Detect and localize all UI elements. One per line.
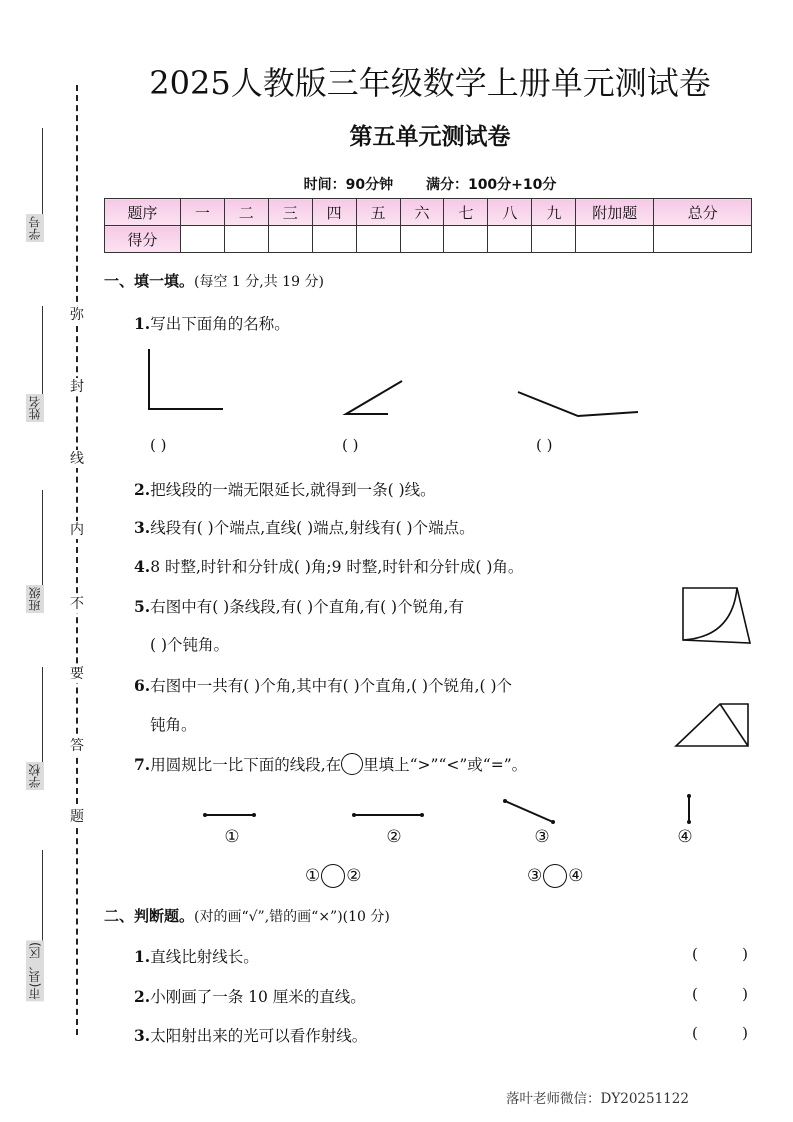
question-1-3 <box>134 516 475 538</box>
paren-open: ( <box>692 985 698 1003</box>
header-cell: 四 <box>312 199 356 226</box>
question-text: 线段有( )个端点,直线( )端点,射线有( )个端点。 <box>150 519 475 537</box>
obtuse-angle-figure <box>518 392 638 416</box>
question-number: 2. <box>134 987 151 1006</box>
compare-circle-icon <box>341 753 363 775</box>
score-cell[interactable] <box>224 226 268 253</box>
question-number: 3. <box>134 1026 151 1045</box>
judge-item-1 <box>134 945 259 967</box>
score-table-header-row <box>105 199 752 226</box>
compare-right: ④ <box>568 866 584 886</box>
compare-1-2 <box>305 864 362 888</box>
right-angle-figure <box>149 349 223 409</box>
score-cell[interactable] <box>532 226 576 253</box>
question-number: 5. <box>134 597 151 616</box>
segment-2 <box>352 813 424 817</box>
score-cell[interactable] <box>444 226 488 253</box>
line-segments-figure <box>180 790 720 840</box>
angle-figures <box>130 340 670 430</box>
header-cell: 九 <box>532 199 576 226</box>
seal-dashed-line <box>76 85 78 1035</box>
compare-3-4 <box>527 864 584 888</box>
section-2-title: 二、判断题。 <box>104 907 195 925</box>
school-line <box>42 667 43 767</box>
header-cell: 五 <box>356 199 400 226</box>
section-2-heading <box>104 905 390 926</box>
seal-char: 线 <box>70 451 84 467</box>
score-table <box>104 198 752 253</box>
class-line <box>42 490 43 590</box>
question-1-7 <box>134 753 527 775</box>
judge-item-2 <box>134 985 366 1007</box>
student-id-label: 学号 <box>28 216 42 240</box>
segment-1 <box>203 813 256 817</box>
name-label: 姓名 <box>28 396 42 420</box>
question-text: 右图中一共有( )个角,其中有( )个直角,( )个锐角,( )个 <box>150 677 513 695</box>
judge-answer-1[interactable] <box>692 945 748 963</box>
judge-answer-3[interactable] <box>692 1024 748 1042</box>
school-label: 学校 <box>28 764 42 788</box>
score-cell[interactable] <box>268 226 312 253</box>
section-1-heading <box>104 270 324 291</box>
score-table-score-row <box>105 226 752 253</box>
header-cell: 七 <box>444 199 488 226</box>
paren-close: ) <box>742 985 748 1003</box>
seal-char: 封 <box>70 379 84 395</box>
paren-close: ) <box>742 1024 748 1042</box>
judge-answer-2[interactable] <box>692 985 748 1003</box>
header-cell: 二 <box>224 199 268 226</box>
page-title: 2025人教版三年级数学上册单元测试卷 <box>149 64 711 102</box>
compare-left: ③ <box>527 866 543 886</box>
answer-blank-2[interactable]: ( ) <box>342 436 359 454</box>
question-text: 直线比射线长。 <box>150 948 259 966</box>
quarter-circle-figure <box>680 585 755 645</box>
paren-close: ) <box>742 945 748 963</box>
score-cell[interactable] <box>312 226 356 253</box>
paren-open: ( <box>692 945 698 963</box>
acute-angle-figure <box>346 381 402 414</box>
section-1-title: 一、填一填。 <box>104 272 195 290</box>
question-1-4 <box>134 555 523 577</box>
header-cell: 附加题 <box>576 199 654 226</box>
compare-left: ① <box>305 866 321 886</box>
name-line <box>42 306 43 394</box>
question-text: 8 时整,时针和分针成( )角;9 时整,时针和分针成( )角。 <box>150 558 524 576</box>
question-number: 2. <box>134 480 151 499</box>
question-number: 1. <box>134 314 151 333</box>
header-cell: 一 <box>180 199 224 226</box>
segment-3 <box>503 799 555 824</box>
question-text: 小刚画了一条 10 厘米的直线。 <box>150 988 366 1006</box>
score-cell[interactable] <box>400 226 444 253</box>
header-cell: 六 <box>400 199 444 226</box>
segment-label-3: ③ <box>534 827 550 847</box>
city-line <box>42 850 43 950</box>
question-text: 写出下面角的名称。 <box>150 315 290 333</box>
section-2-note: (对的画“√”,错的画“×”)(10 分) <box>194 909 390 925</box>
score-cell[interactable] <box>654 226 752 253</box>
seal-char: 内 <box>70 522 84 538</box>
question-number: 3. <box>134 518 151 537</box>
question-text: 右图中有( )条线段,有( )个直角,有( )个锐角,有 <box>150 598 465 616</box>
question-1-5 <box>134 595 464 617</box>
question-number: 7. <box>134 755 151 774</box>
exam-meta <box>100 174 760 194</box>
question-number: 1. <box>134 947 151 966</box>
question-1-2 <box>134 478 436 500</box>
question-text: 太阳射出来的光可以看作射线。 <box>150 1027 368 1045</box>
question-1-1 <box>134 312 290 334</box>
question-text: 里填上“>”“<”或“=”。 <box>363 756 528 774</box>
triangle-figure <box>672 700 754 750</box>
city-label: 市(县、区) <box>28 942 42 1000</box>
compare-answer-circle[interactable] <box>321 864 345 888</box>
question-1-5-cont: ( )个钝角。 <box>150 636 230 654</box>
paren-open: ( <box>692 1024 698 1042</box>
question-1-6 <box>134 674 512 696</box>
score-row-label: 得分 <box>105 226 181 253</box>
seal-char: 弥 <box>70 307 84 323</box>
header-cell: 八 <box>488 199 532 226</box>
compare-right: ② <box>346 866 362 886</box>
footer-contact: 落叶老师微信：DY20251122 <box>506 1091 689 1107</box>
seal-char: 答 <box>70 738 84 754</box>
score-cell[interactable] <box>180 226 224 253</box>
answer-blank-3[interactable]: ( ) <box>536 436 553 454</box>
exam-full-score: 满分：100分+10分 <box>425 177 557 193</box>
seal-char: 题 <box>70 809 84 825</box>
class-label: 班级 <box>28 587 42 611</box>
section-1-note: (每空 1 分,共 19 分) <box>194 274 324 290</box>
judge-item-3 <box>134 1024 367 1046</box>
header-cell: 题序 <box>105 199 181 226</box>
question-1-6-cont: 钝角。 <box>150 716 197 734</box>
student-id-line <box>42 128 43 216</box>
question-text: 用圆规比一比下面的线段,在 <box>150 756 342 774</box>
seal-char: 要 <box>70 666 84 682</box>
question-number: 6. <box>134 676 151 695</box>
exam-time: 时间：90分钟 <box>303 177 394 193</box>
page-subtitle: 第五单元测试卷 <box>349 123 511 150</box>
question-number: 4. <box>134 557 151 576</box>
question-text: 把线段的一端无限延长,就得到一条( )线。 <box>150 481 436 499</box>
header-cell: 三 <box>268 199 312 226</box>
score-cell[interactable] <box>488 226 532 253</box>
segment-label-1: ① <box>224 827 240 847</box>
seal-char: 不 <box>70 596 84 612</box>
score-cell[interactable] <box>356 226 400 253</box>
segment-label-2: ② <box>386 827 402 847</box>
compare-answer-circle[interactable] <box>543 864 567 888</box>
header-cell: 总分 <box>654 199 752 226</box>
segment-label-4: ④ <box>677 827 693 847</box>
answer-blank-1[interactable]: ( ) <box>150 436 167 454</box>
segment-4 <box>687 794 691 824</box>
score-cell[interactable] <box>576 226 654 253</box>
